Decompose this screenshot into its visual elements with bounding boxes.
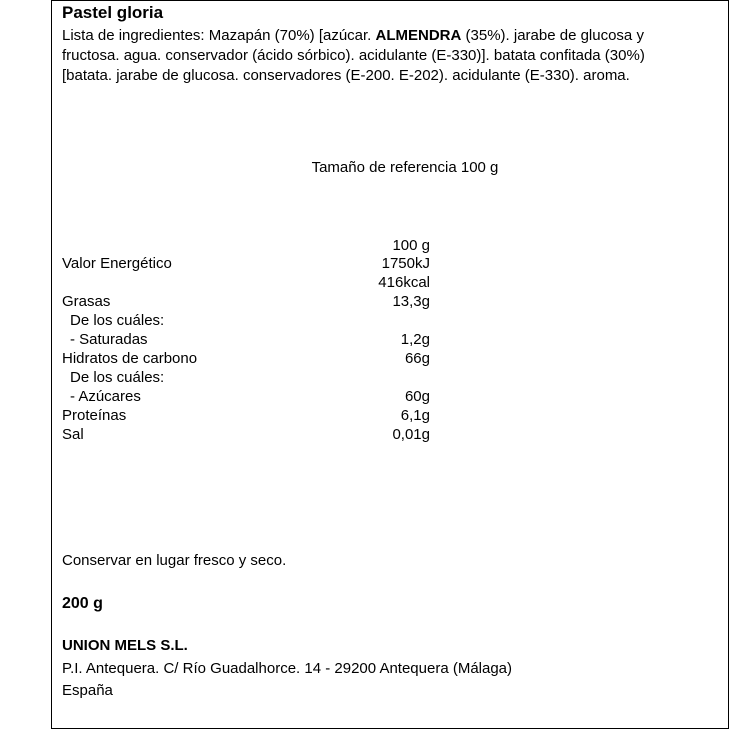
row-label: De los cuáles: xyxy=(70,369,165,386)
row-value: 0,01g xyxy=(392,426,430,443)
reference-size: Tamaño de referencia 100 g xyxy=(311,159,499,176)
allergen-almendra: ALMENDRA xyxy=(375,27,462,44)
manufacturer-name: UNION MELS S.L. xyxy=(62,637,188,654)
row-label: Sal xyxy=(62,426,84,443)
row-label: Proteínas xyxy=(62,407,127,424)
row-label: Hidratos de carbono xyxy=(62,350,198,367)
ingredients-list xyxy=(62,26,682,86)
row-value: 416kcal xyxy=(378,274,430,291)
net-weight: 200 g xyxy=(62,595,103,612)
row-value: 1750kJ xyxy=(381,255,430,272)
row-value: 6,1g xyxy=(400,407,430,424)
row-label: De los cuáles: xyxy=(70,312,165,329)
ingredients-prefix: Lista de ingredientes: Mazapán (70%) [azúcar. xyxy=(62,27,376,44)
row-label: - Saturadas xyxy=(70,331,148,348)
manufacturer-address: P.I. Antequera. C/ Río Guadalhorce. 14 - 29200 Antequera (Málaga) xyxy=(62,660,513,677)
storage-instructions: Conservar en lugar fresco y seco. xyxy=(62,552,287,569)
row-label: Grasas xyxy=(62,293,111,310)
manufacturer-country: España xyxy=(62,682,113,699)
row-value: 1,2g xyxy=(400,331,430,348)
row-value: 60g xyxy=(404,388,430,405)
product-title: Pastel gloria xyxy=(62,3,164,22)
row-label: Valor Energético xyxy=(62,255,172,272)
ingredients-rest: (35%). jarabe de glucosa y fructosa. agua. conservador (ácido sórbico). acidulante (E-330)]. batata confitada (30%) [batata. jarabe de glucosa. conservadores (E-200. E-202). acidulante (E-330). aroma. xyxy=(62,27,645,84)
row-label: - Azúcares xyxy=(70,388,141,405)
column-header: 100 g xyxy=(392,237,430,254)
row-value: 66g xyxy=(404,350,430,367)
row-value: 13,3g xyxy=(392,293,430,310)
